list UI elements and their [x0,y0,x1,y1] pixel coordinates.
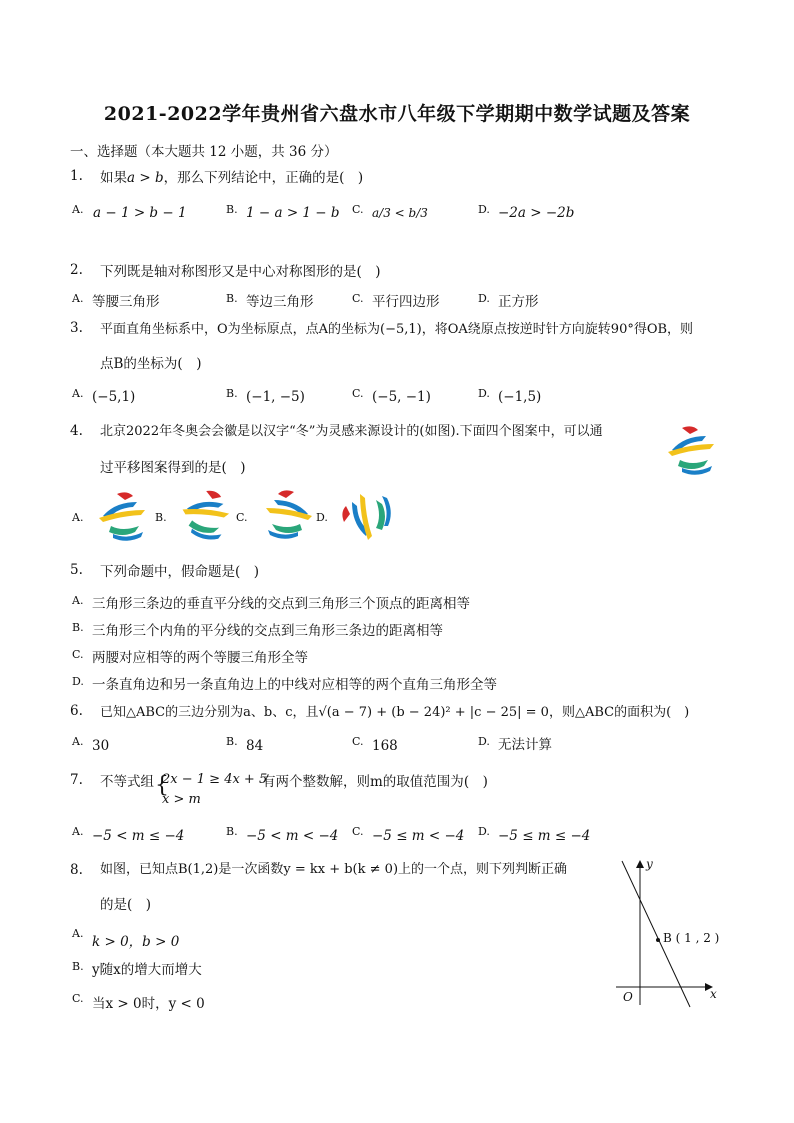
q1-stem-a: 如果 [100,170,127,186]
q6-paren: ( ) [666,705,690,720]
q4-option-a-emblem [95,490,153,542]
q2-option-d: 正方形 [498,294,539,310]
q2-option-d-letter: D. [478,292,490,305]
q3-option-b: (−1, −5) [246,389,305,405]
q1-stem [100,166,363,186]
q6-stem-text: 已知△ABC的三边分别为a、b、c，且√(a − 7) + (b − 24)² + |c − 25| = 0，则△ABC的面积为 [100,705,667,720]
q8-stem-line1: 如图，已知点B(1,2)是一次函数y = kx + b(k ≠ 0)上的一个点，则下列判断正确 [100,862,568,877]
q3-option-d-letter: D. [478,387,490,400]
q3-paren: ( ) [177,356,202,372]
q5-stem-text: 下列命题中，假命题是 [100,564,235,580]
q6-option-a-letter: A. [72,735,84,748]
q8-origin-label: O [623,990,633,1004]
q1-option-a: a − 1 > b − 1 [93,205,187,221]
q8-option-c: 当x > 0时，y < 0 [92,996,205,1012]
q6-option-b: 84 [246,738,264,754]
q1-number: 1. [70,168,83,184]
q8-stem-line2 [100,893,151,913]
q7-option-a: −5 < m ≤ −4 [92,828,185,844]
q4-option-b-letter: B. [155,511,167,524]
q5-option-c: 两腰对应相等的两个等腰三角形全等 [92,650,308,666]
q3-option-c: (−5, −1) [372,389,431,405]
q7-option-b: −5 < m < −4 [246,828,339,844]
section-header: 一、选择题（本大题共 12 小题，共 36 分） [70,144,338,160]
q8-option-a: k > 0，b > 0 [92,934,180,950]
winter-olympics-emblem-reference [662,422,720,476]
q5-option-c-letter: C. [72,648,84,661]
q1-option-c: a/3 < b/3 [372,206,428,220]
q5-option-b: 三角形三个内角的平分线的交点到三角形三条边的距离相等 [92,623,443,639]
q2-option-c-letter: C. [352,292,364,305]
q6-option-b-letter: B. [226,735,238,748]
q8-option-a-letter: A. [72,927,84,940]
q4-number: 4. [70,423,83,439]
q6-option-d: 无法计算 [498,737,552,753]
q7-option-d-letter: D. [478,825,490,838]
q2-stem-text: 下列既是轴对称图形又是中心对称图形的是 [100,264,357,280]
q1-option-d: −2a > −2b [498,205,575,221]
q8-option-b-letter: B. [72,960,84,973]
q2-option-c: 平行四边形 [372,294,440,310]
q3-stem-line2 [100,352,201,372]
q7-option-c: −5 ≤ m < −4 [372,828,465,844]
q1-option-d-letter: D. [478,203,490,216]
q4-option-d-letter: D. [316,511,328,524]
q1-option-c-letter: C. [352,203,364,216]
q8-y-axis-label: y [646,857,653,871]
q3-option-a: (−5,1) [92,389,136,405]
q4-option-b-emblem [178,488,236,542]
q1-option-b-letter: B. [226,203,238,216]
q2-number: 2. [70,262,83,278]
q1-option-b: 1 − a > 1 − b [246,205,340,221]
q3-stem-line1: 平面直角坐标系中，O为坐标原点，点A的坐标为(−5,1)，将OA绕原点按逆时针方向旋转90°得OB，则 [100,322,694,337]
q5-number: 5. [70,562,83,578]
q3-stem-line2-text: 点B的坐标为 [100,356,178,372]
q5-stem [100,560,259,580]
q7-brace-icon: { [155,773,169,798]
q7-option-d: −5 ≤ m ≤ −4 [498,828,591,844]
q1-stem-math: a > b [127,170,164,186]
q8-stem-line2-text: 的是 [100,897,127,913]
q3-option-d: (−1,5) [498,389,542,405]
q6-option-c: 168 [372,738,398,754]
q6-option-c-letter: C. [352,735,364,748]
q4-option-d-emblem [338,488,396,542]
q7-option-a-letter: A. [72,825,84,838]
q2-option-a-letter: A. [72,292,84,305]
q5-option-d-letter: D. [72,675,84,688]
q4-stem-line2-text: 过平移图案得到的是 [100,460,222,476]
q6-option-d-letter: D. [478,735,490,748]
q3-option-a-letter: A. [72,387,84,400]
q8-x-axis-label: x [710,987,717,1001]
q4-option-c-emblem [258,488,316,542]
q5-paren: ( ) [235,564,260,580]
q5-option-d: 一条直角边和另一条直角边上的中线对应相等的两个直角三角形全等 [92,677,497,693]
q7-system-line1: 2x − 1 ≥ 4x + 5 [162,772,268,787]
q4-stem-line2 [100,456,246,476]
q2-paren: ( ) [356,264,381,280]
q6-stem [100,701,689,720]
q7-number: 7. [70,772,83,788]
q5-option-b-letter: B. [72,621,84,634]
q4-option-a-letter: A. [72,511,84,524]
q7-paren: ( ) [463,774,488,790]
q4-paren: ( ) [221,460,246,476]
q5-option-a: 三角形三条边的垂直平分线的交点到三角形三个顶点的距离相等 [92,596,470,612]
q3-option-b-letter: B. [226,387,238,400]
q7-stem-a: 不等式组 [100,774,154,790]
q6-number: 6. [70,703,83,719]
q2-option-b-letter: B. [226,292,238,305]
q2-stem [100,260,381,280]
q3-option-c-letter: C. [352,387,364,400]
q8-option-b: y随x的增大而增大 [92,962,202,978]
q2-option-a: 等腰三角形 [92,294,160,310]
q7-option-b-letter: B. [226,825,238,838]
q8-paren: ( ) [127,897,152,913]
q1-option-a-letter: A. [72,203,84,216]
q8-point-b [656,938,660,942]
q3-number: 3. [70,320,83,336]
q5-option-a-letter: A. [72,594,84,607]
q1-paren: ( ) [339,170,364,186]
q6-option-a: 30 [92,738,110,754]
q4-option-c-letter: C. [236,511,248,524]
q7-system-line2: x > m [162,792,201,807]
q2-option-b: 等边三角形 [246,294,314,310]
q7-stem-b-wrap [262,770,488,790]
q7-stem-b: 有两个整数解，则m的取值范围为 [262,774,464,790]
page-title: 2021-2022学年贵州省六盘水市八年级下学期期中数学试题及答案 [103,103,691,125]
q4-stem-line1: 北京2022年冬奥会会徽是以汉字“冬”为灵感来源设计的(如图).下面四个图案中，可以通 [100,424,603,439]
q1-stem-b: ，那么下列结论中，正确的是 [163,170,340,186]
q8-number: 8. [70,862,83,878]
q8-option-c-letter: C. [72,992,84,1005]
q7-option-c-letter: C. [352,825,364,838]
q8-point-label: B ( 1 , 2 ) [663,931,720,945]
